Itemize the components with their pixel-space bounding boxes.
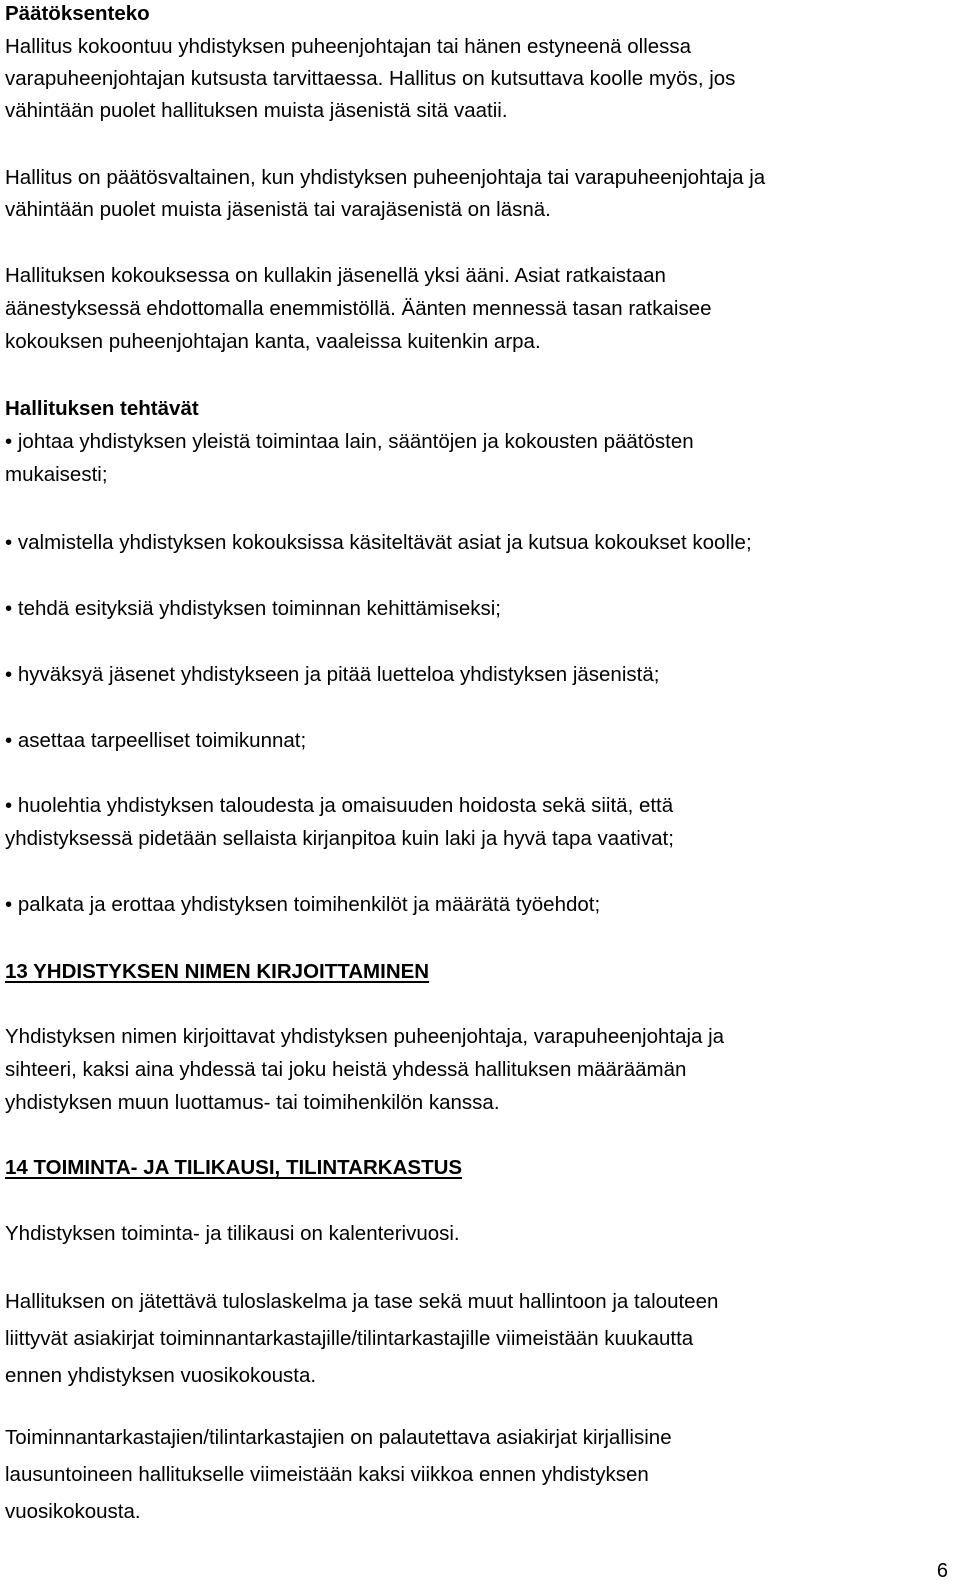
paragraph-line: kokouksen puheenjohtajan kanta, vaaleissa kuitenkin arpa. xyxy=(5,330,541,353)
paragraph-line: yhdistyksen muun luottamus- tai toimihenkilön kanssa. xyxy=(5,1091,500,1114)
bullet-item-line: • johtaa yhdistyksen yleistä toimintaa lain, sääntöjen ja kokousten päätösten xyxy=(5,430,694,453)
section-heading-13: 13 YHDISTYKSEN NIMEN KIRJOITTAMINEN xyxy=(5,960,430,983)
paragraph-line: Hallitus on päätösvaltainen, kun yhdistyksen puheenjohtaja tai varapuheenjohtaja ja xyxy=(5,166,766,189)
paragraph-line: ennen yhdistyksen vuosikokousta. xyxy=(5,1364,317,1387)
paragraph-line: sihteeri, kaksi aina yhdessä tai joku heistä yhdessä hallituksen määräämän xyxy=(5,1058,687,1081)
section-heading-board-duties: Hallituksen tehtävät xyxy=(5,397,199,420)
section-heading-decision-making: Päätöksenteko xyxy=(5,2,150,25)
paragraph-line: varapuheenjohtajan kutsusta tarvittaessa. Hallitus on kutsuttava koolle myös, jos xyxy=(5,67,736,90)
bullet-item-line: • hyväksyä jäsenet yhdistykseen ja pitää luetteloa yhdistyksen jäsenistä; xyxy=(5,663,660,686)
paragraph-line: Yhdistyksen nimen kirjoittavat yhdistyksen puheenjohtaja, varapuheenjohtaja ja xyxy=(5,1025,725,1048)
section-heading-14: 14 TOIMINTA- JA TILIKAUSI, TILINTARKASTUS xyxy=(5,1156,463,1179)
bullet-item-line: mukaisesti; xyxy=(5,463,108,486)
paragraph-line: Toiminnantarkastajien/tilintarkastajien on palautettava asiakirjat kirjallisine xyxy=(5,1426,672,1449)
bullet-item-line: • asettaa tarpeelliset toimikunnat; xyxy=(5,729,307,752)
paragraph-line: liittyvät asiakirjat toiminnantarkastajille/tilintarkastajille viimeistään kuukautta xyxy=(5,1327,694,1350)
paragraph-line: lausuntoineen hallitukselle viimeistään kaksi viikkoa ennen yhdistyksen xyxy=(5,1463,649,1486)
paragraph-line: Hallitus kokoontuu yhdistyksen puheenjohtajan tai hänen estyneenä ollessa xyxy=(5,35,692,58)
bullet-item-line: yhdistyksessä pidetään sellaista kirjanpitoa kuin laki ja hyvä tapa vaativat; xyxy=(5,827,674,850)
bullet-item-line: • tehdä esityksiä yhdistyksen toiminnan kehittämiseksi; xyxy=(5,597,501,620)
bullet-item-line: • palkata ja erottaa yhdistyksen toimihenkilöt ja määrätä työehdot; xyxy=(5,893,601,916)
paragraph-line: vuosikokousta. xyxy=(5,1500,141,1523)
paragraph-line: vähintään puolet hallituksen muista jäsenistä sitä vaatii. xyxy=(5,99,508,122)
paragraph-line: Yhdistyksen toiminta- ja tilikausi on kalenterivuosi. xyxy=(5,1222,460,1245)
bullet-item-line: • huolehtia yhdistyksen taloudesta ja omaisuuden hoidosta sekä siitä, että xyxy=(5,794,674,817)
paragraph-line: vähintään puolet muista jäsenistä tai varajäsenistä on läsnä. xyxy=(5,198,551,221)
paragraph-line: Hallituksen on jätettävä tuloslaskelma ja tase sekä muut hallintoon ja talouteen xyxy=(5,1290,719,1313)
paragraph-line: Hallituksen kokouksessa on kullakin jäsenellä yksi ääni. Asiat ratkaistaan xyxy=(5,264,666,287)
paragraph-line: äänestyksessä ehdottomalla enemmistöllä. Äänten mennessä tasan ratkaisee xyxy=(5,297,712,320)
bullet-item-line: • valmistella yhdistyksen kokouksissa käsiteltävät asiat ja kutsua kokoukset koolle; xyxy=(5,531,752,554)
page-number: 6 xyxy=(936,1560,948,1582)
